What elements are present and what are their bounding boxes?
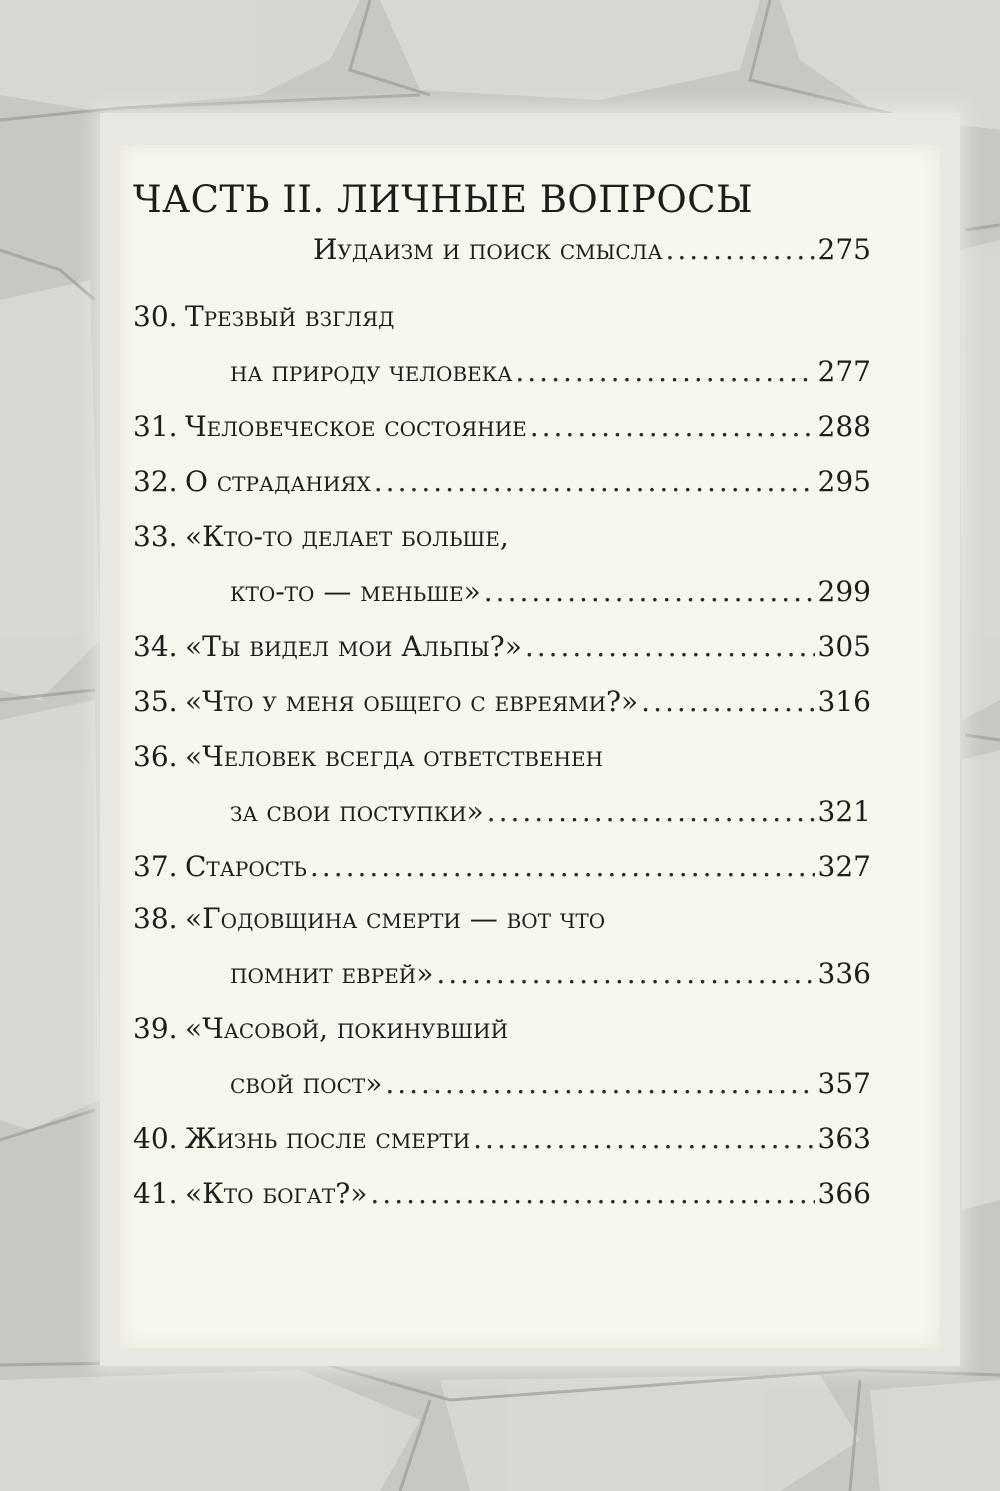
page-number: 336: [817, 957, 871, 990]
chapter-number: 30.: [133, 300, 178, 333]
page-number: 327: [817, 850, 871, 883]
toc-entry-35[interactable]: [133, 685, 871, 725]
entry-title-continued: на природу человека: [230, 355, 513, 388]
page-number: 295: [817, 465, 871, 498]
toc-entry-33-continued[interactable]: [133, 575, 871, 615]
entry-title-continued: помнит еврей»: [230, 957, 434, 990]
dot-leader: [530, 410, 815, 443]
page-number: 299: [817, 575, 871, 608]
chapter-number: 40.: [133, 1122, 178, 1155]
entry-title: «Часовой, покинувший: [185, 1012, 509, 1045]
dot-leader: [436, 957, 814, 990]
chapter-number: 38.: [133, 902, 178, 935]
page-number: 366: [817, 1177, 871, 1210]
chapter-number: 31.: [133, 410, 178, 443]
toc-entry-39-continued[interactable]: [133, 1067, 871, 1107]
page-number: 275: [817, 233, 871, 266]
page-number: 321: [817, 795, 871, 828]
dot-leader: [487, 795, 815, 828]
entry-title-continued: свой пост»: [230, 1067, 383, 1100]
chapter-number: 35.: [133, 685, 178, 718]
entry-title: «Годовщина смерти — вот что: [185, 902, 606, 935]
entry-title: О страданиях: [185, 465, 371, 498]
chapter-number: 33.: [133, 520, 178, 553]
dot-leader: [370, 1177, 814, 1210]
entry-title: Человеческое состояние: [185, 410, 527, 443]
toc-entry-30[interactable]: [133, 300, 871, 340]
toc-entry-36[interactable]: [133, 740, 871, 780]
entry-title: «Ты видел мои Альпы?»: [185, 630, 522, 663]
toc-entry-38-continued[interactable]: [133, 957, 871, 997]
entry-title: «Что у меня общего с евреями?»: [185, 685, 639, 718]
toc-entry-41[interactable]: [133, 1177, 871, 1217]
chapter-number: 34.: [133, 630, 178, 663]
page-number: 288: [817, 410, 871, 443]
toc-entry-31[interactable]: [133, 410, 871, 450]
entry-title: Старость: [185, 850, 307, 883]
entry-title: Трезвый взгляд: [185, 300, 395, 333]
dot-leader: [665, 233, 814, 266]
toc-entry-32[interactable]: [133, 465, 871, 505]
toc-entry-37[interactable]: [133, 850, 871, 890]
toc-entry-40[interactable]: [133, 1122, 871, 1162]
toc-entry-30-continued[interactable]: [133, 355, 871, 395]
entry-title: «Кто-то делает больше,: [185, 520, 509, 553]
entry-title-continued: кто-то — меньше»: [230, 575, 481, 608]
dot-leader: [525, 630, 815, 663]
toc-entry-38[interactable]: [133, 902, 871, 942]
entry-title: Жизнь после смерти: [185, 1122, 471, 1155]
page-number: 316: [817, 685, 871, 718]
entry-title: «Кто богат?»: [185, 1177, 368, 1210]
page-number: 277: [817, 355, 871, 388]
part-heading: ЧАСТЬ II. ЛИЧНЫЕ ВОПРОСЫ: [133, 178, 753, 221]
entry-title-continued: за свои поступки»: [230, 795, 484, 828]
toc-entry-33[interactable]: [133, 520, 871, 560]
entry-title: «Человек всегда ответственен: [185, 740, 604, 773]
chapter-number: 36.: [133, 740, 178, 773]
dot-leader: [484, 575, 815, 608]
toc-entry-part-intro[interactable]: [133, 233, 871, 273]
entry-title: Иудаизм и поиск смысла: [313, 233, 663, 266]
chapter-number: 39.: [133, 1012, 178, 1045]
toc-entry-34[interactable]: [133, 630, 871, 670]
chapter-number: 37.: [133, 850, 178, 883]
dot-leader: [515, 355, 814, 388]
dot-leader: [641, 685, 814, 718]
dot-leader: [310, 850, 815, 883]
dot-leader: [473, 1122, 814, 1155]
page-number: 305: [817, 630, 871, 663]
toc-entry-39[interactable]: [133, 1012, 871, 1052]
toc-entry-36-continued[interactable]: [133, 795, 871, 835]
dot-leader: [374, 465, 815, 498]
chapter-number: 41.: [133, 1177, 178, 1210]
chapter-number: 32.: [133, 465, 178, 498]
page-number: 357: [817, 1067, 871, 1100]
page-number: 363: [817, 1122, 871, 1155]
dot-leader: [385, 1067, 814, 1100]
